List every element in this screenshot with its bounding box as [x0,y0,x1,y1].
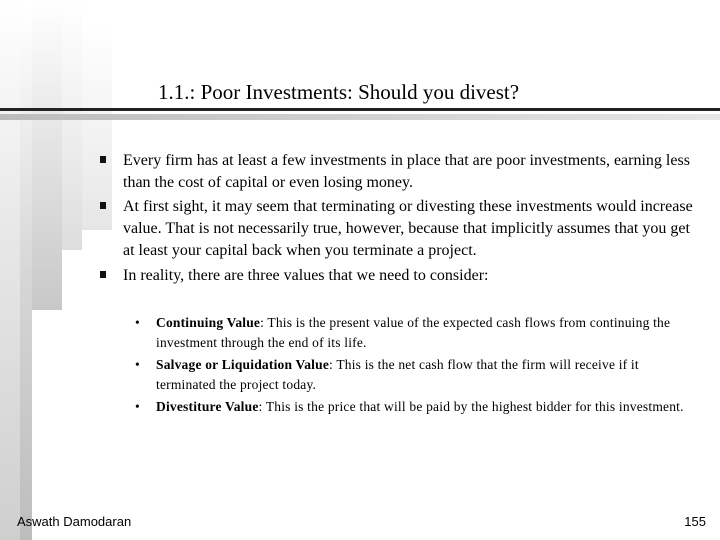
bullet-text: At first sight, it may seem that terminating or divesting these investments would increase value. That is not necessarily true, however, because that implicitly assumes that you get at least your capital back when you terminate a project. [123,198,693,259]
bullet-item [100,150,700,193]
dot-bullet-icon: • [135,399,140,414]
sub-bullet-item [135,397,695,417]
sub-bullet-text: : This is the present value of the expected cash flows from continuing the investment through the end of its life. [156,315,671,350]
sub-bullet-text: : This is the price that will be paid by the highest bidder for this investment. [258,399,684,414]
title-divider [0,108,720,111]
slide-title: 1.1.: Poor Investments: Should you divest? [158,80,520,104]
decorative-bar [62,0,82,250]
bullet-item [100,196,700,261]
sub-bullet-item [135,355,695,395]
sub-bullet-term: Salvage or Liquidation Value [156,357,330,372]
bullet-item [100,265,700,287]
title-divider-shadow [0,114,720,120]
footer-author: Aswath Damodaran [17,514,132,529]
square-bullet-icon [100,156,106,163]
sub-bullet-item [135,313,695,353]
bullet-list [100,150,700,289]
sub-bullet-text: : This is the net cash flow that the firm will receive if it terminated the project today. [156,357,639,392]
bullet-text: In reality, there are three values that we need to consider: [123,266,489,284]
dot-bullet-icon: • [135,357,140,372]
bullet-text: Every firm has at least a few investments in place that are poor investments, earning less than the cost of capital or even losing money. [123,152,690,191]
sub-bullet-term: Divestiture Value [156,399,259,414]
dot-bullet-icon: • [135,315,140,330]
square-bullet-icon [100,271,106,278]
square-bullet-icon [100,202,106,209]
page-number: 155 [684,514,706,529]
decorative-bar [32,0,62,310]
decorative-bar [0,0,20,540]
sub-bullet-list [135,313,695,419]
decorative-bar [20,10,32,540]
sub-bullet-term: Continuing Value [156,315,261,330]
